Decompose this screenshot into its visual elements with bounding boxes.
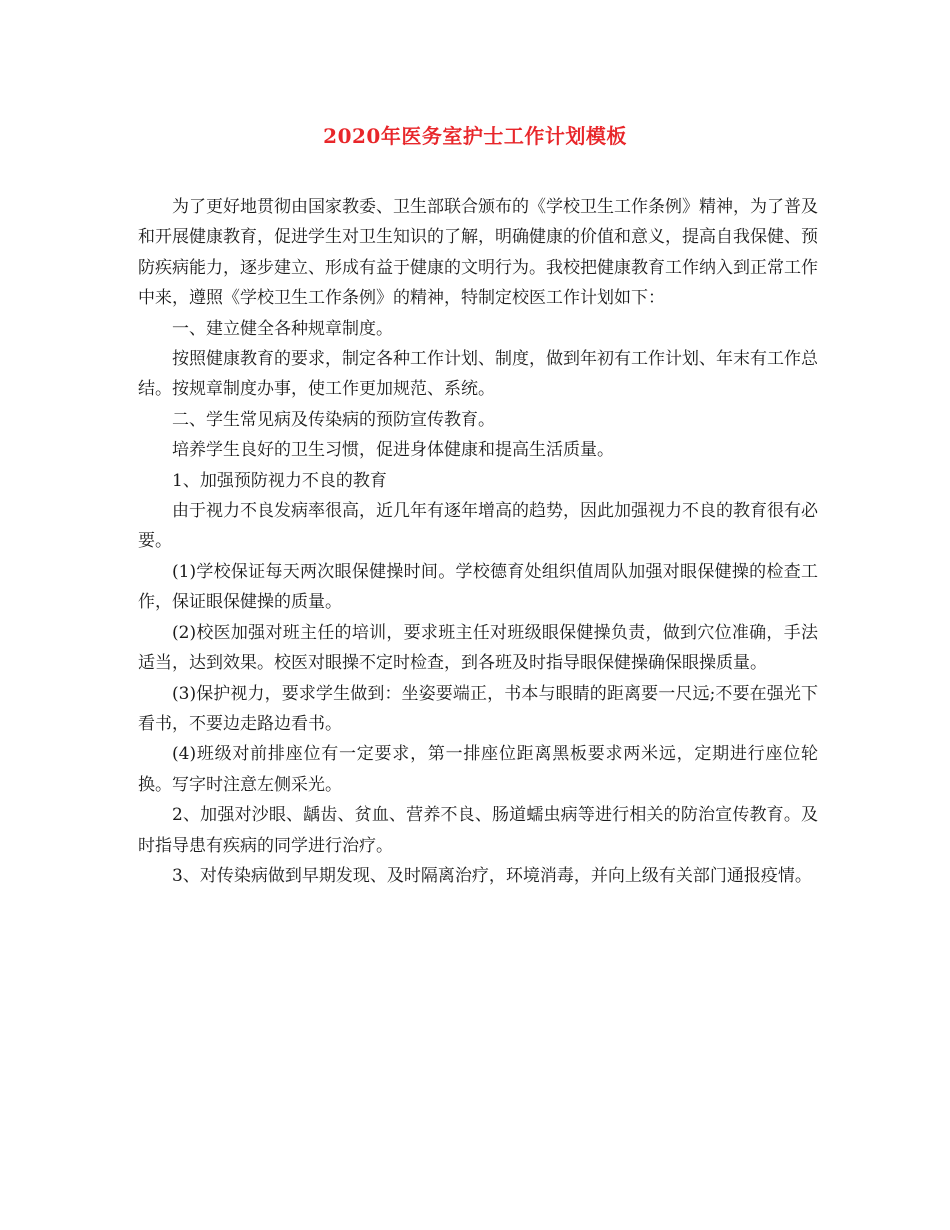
- document-title: 2020年医务室护士工作计划模板: [323, 124, 627, 148]
- subsection-heading-2: 2、加强对沙眼、龋齿、贫血、营养不良、肠道蠕虫病等进行相关的防治宣传教育。及时指导患有疾病的同学进行治疗。: [138, 805, 818, 856]
- list-item: (1)学校保证每天两次眼保健操时间。学校德育处组织值周队加强对眼保健操的检查工作，保证眼保健操的质量。: [138, 561, 818, 613]
- paragraph: 按照健康教育的要求，制定各种工作计划、制度，做到年初有工作计划、年末有工作总结。按规章制度办事，使工作更加规范、系统。: [138, 349, 818, 400]
- list-item: (3)保护视力，要求学生做到：坐姿要端正，书本与眼睛的距离要一尺远;不要在强光下看书，不要边走路边看书。: [138, 683, 818, 734]
- document-body: [138, 192, 818, 891]
- list-item: (2)校医加强对班主任的培训，要求班主任对班级眼保健操负责，做到穴位准确，手法适当，达到效果。校医对眼操不定时检查，到各班及时指导眼保健操确保眼操质量。: [138, 622, 818, 674]
- paragraph: 为了更好地贯彻由国家教委、卫生部联合颁布的《学校卫生工作条例》精神，为了普及和开展健康教育，促进学生对卫生知识的了解，明确健康的价值和意义，提高自我保健、预防疾病能力，逐步建立、形成有益于健康的文明行为。我校把健康教育工作纳入到正常工作中来，遵照《学校卫生工作条例》的精神，特制定校医工作计划如下：: [138, 197, 818, 309]
- subsection-heading-3: 3、对传染病做到早期发现、及时隔离治疗，环境消毒，并向上级有关部门通报疫情。: [172, 865, 812, 886]
- list-item: (4)班级对前排座位有一定要求，第一排座位距离黑板要求两米远，定期进行座位轮换。写字时注意左侧采光。: [138, 744, 818, 795]
- subsection-heading-1: 1、加强预防视力不良的教育: [172, 470, 387, 491]
- paragraph: 培养学生良好的卫生习惯，促进身体健康和提高生活质量。: [172, 440, 614, 461]
- section-heading-2: 二、学生常见病及传染病的预防宣传教育。: [172, 409, 495, 430]
- paragraph: 由于视力不良发病率很高，近几年有逐年增高的趋势，因此加强视力不良的教育很有必要。: [138, 501, 818, 552]
- section-heading-1: 一、建立健全各种规章制度。: [172, 318, 393, 339]
